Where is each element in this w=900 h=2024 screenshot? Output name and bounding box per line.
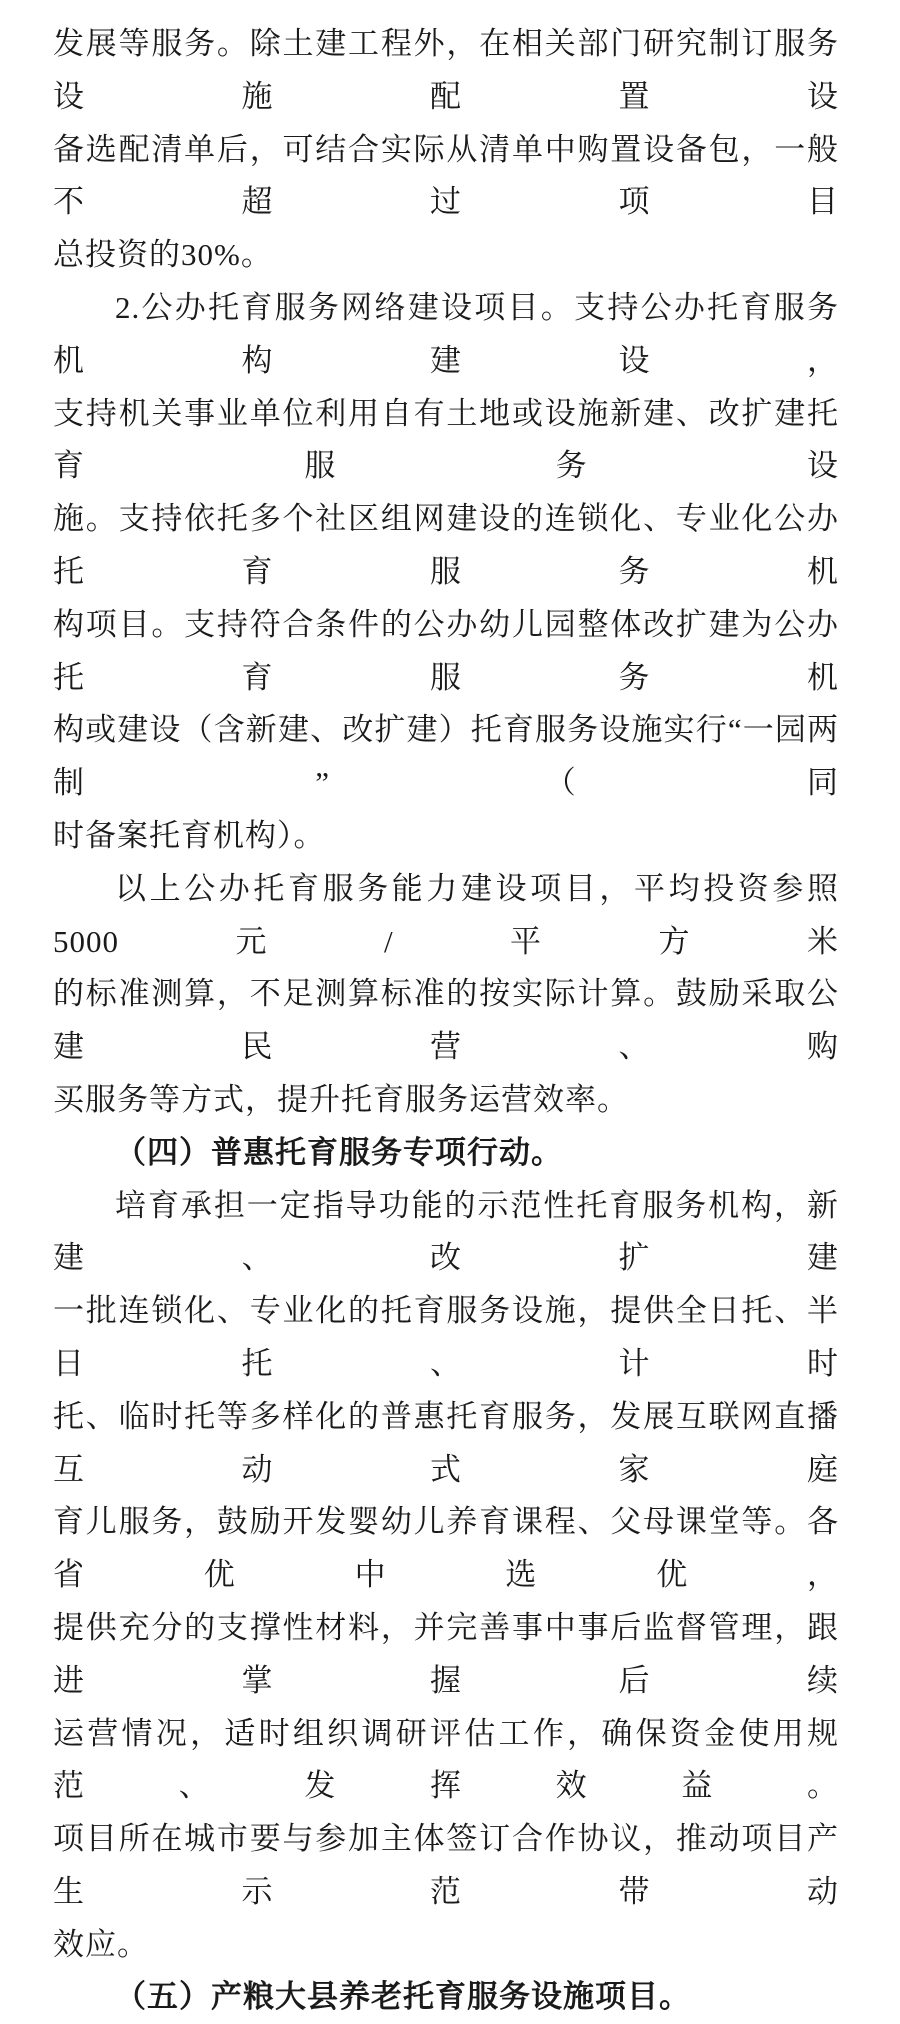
paragraph-inclusive-childcare-action	[53, 1180, 839, 1972]
text-line: 提供充分的支撑性材料，并完善事中事后监督管理，跟进掌握后续	[53, 1609, 839, 1698]
text-line: 育儿服务，鼓励开发婴幼儿养育课程、父母课堂等。各省优中选优，	[53, 1504, 839, 1593]
text-line: 2.公办托育服务网络建设项目。支持公办托育服务机构建设，	[53, 289, 839, 378]
text-line: 构或建设（含新建、改扩建）托育服务设施实行“一园两制”（同	[53, 712, 839, 801]
paragraph-equipment-budget	[53, 18, 839, 282]
text-line: 支持机关事业单位利用自有土地或设施新建、改扩建托育服务设	[53, 395, 839, 484]
section-heading-line: （四）普惠托育服务专项行动。	[115, 1134, 563, 1170]
text-line: 效应。	[53, 1926, 149, 1962]
text-line: 时备案托育机构）。	[53, 817, 326, 853]
section-heading-line: （五）产粮大县养老托育服务设施项目。	[115, 1979, 691, 2015]
text-line: 买服务等方式，提升托育服务运营效率。	[53, 1081, 629, 1117]
text-line: 施。支持依托多个社区组网建设的连锁化、专业化公办托育服务机	[53, 501, 839, 589]
text-line: 托、临时托等多样化的普惠托育服务，发展互联网直播互动式家庭	[53, 1398, 839, 1487]
document-page	[53, 18, 839, 2024]
text-line: 构项目。支持符合条件的公办幼儿园整体改扩建为公办托育服务机	[53, 606, 839, 695]
text-line: 一批连锁化、专业化的托育服务设施，提供全日托、半日托、计时	[53, 1293, 839, 1381]
text-line: 备选配清单后，可结合实际从清单中购置设备包，一般不超过项目	[53, 131, 839, 220]
text-line: 总投资的30%。	[53, 237, 273, 273]
text-line: 项目所在城市要与参加主体签订合作协议，推动项目产生示范带动	[53, 1821, 839, 1909]
paragraph-public-childcare-network	[53, 282, 839, 863]
section-heading-5	[53, 1971, 839, 2024]
text-line: 运营情况，适时组织调研评估工作，确保资金使用规范、发挥效益。	[53, 1715, 839, 1804]
text-line: 发展等服务。除土建工程外，在相关部门研究制订服务设施配置设	[53, 26, 839, 114]
section-heading-4	[53, 1127, 839, 1180]
text-line: 培育承担一定指导功能的示范性托育服务机构，新建、改扩建	[53, 1187, 839, 1276]
text-line: 以上公办托育服务能力建设项目，平均投资参照5000元/平方米	[53, 870, 839, 959]
text-line: 的标准测算，不足测算标准的按实际计算。鼓励采取公建民营、购	[53, 976, 839, 1065]
paragraph-investment-standard	[53, 863, 839, 1127]
